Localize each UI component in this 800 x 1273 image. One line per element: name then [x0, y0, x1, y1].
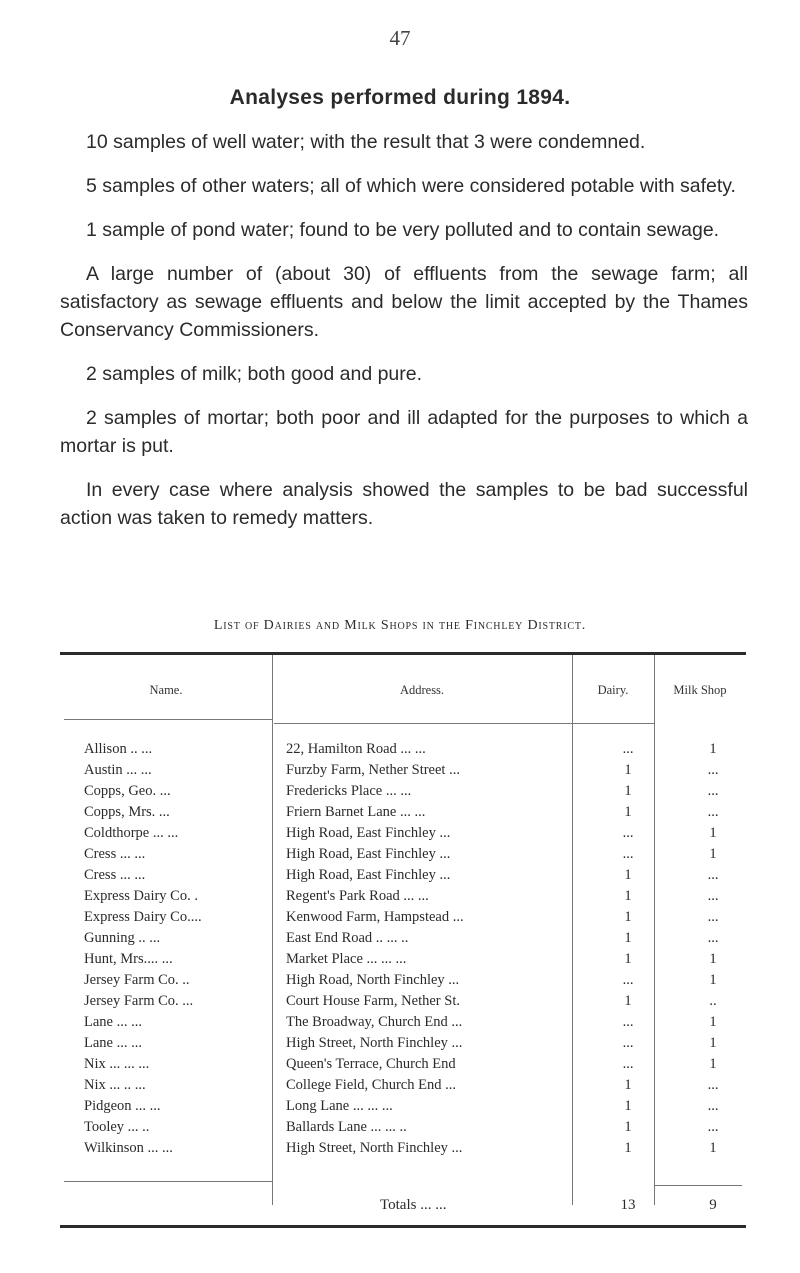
cell-name: Cress ... ... — [84, 846, 146, 862]
cell-milk-shop: ... — [707, 867, 719, 883]
dairies-table — [60, 652, 746, 1228]
cell-name: Lane ... ... — [84, 1035, 142, 1051]
cell-dairy: ... — [622, 825, 634, 841]
cell-name: Jersey Farm Co. .. — [84, 972, 190, 988]
cell-name: Gunning .. ... — [84, 930, 161, 946]
header-milk-shop: Milk Shop — [673, 683, 727, 697]
cell-address: Furzby Farm, Nether Street ... — [286, 762, 460, 778]
table-row — [60, 804, 746, 824]
cell-dairy: 1 — [624, 951, 632, 967]
header-dairy: Dairy. — [597, 683, 629, 697]
totals-dairy: 13 — [620, 1197, 636, 1213]
cell-milk-shop: 1 — [709, 972, 717, 988]
table-row — [60, 1056, 746, 1076]
cell-name: Tooley ... .. — [84, 1119, 150, 1135]
cell-address: Fredericks Place ... ... — [286, 783, 412, 799]
table-row — [60, 783, 746, 803]
cell-address: Queen's Terrace, Church End — [286, 1056, 456, 1072]
page-heading: Analyses performed during 1894. — [229, 86, 571, 109]
cell-name: Hunt, Mrs.... ... — [84, 951, 173, 967]
cell-dairy: 1 — [624, 930, 632, 946]
cell-dairy: 1 — [624, 909, 632, 925]
header-rule — [572, 723, 654, 724]
cell-address: Kenwood Farm, Hampstead ... — [286, 909, 464, 925]
cell-name: Express Dairy Co. . — [84, 888, 198, 904]
table-row — [60, 825, 746, 845]
paragraph-other-waters: 5 samples of other waters; all of which were considered potable with safety. — [86, 175, 736, 197]
cell-name: Copps, Mrs. ... — [84, 804, 170, 820]
cell-name: Express Dairy Co.... — [84, 909, 202, 925]
table-row — [60, 1035, 746, 1055]
paragraph-mortar: 2 samples of mortar; both poor and ill adapted for the purposes to which a mortar is put. — [60, 407, 748, 457]
cell-milk-shop: ... — [707, 762, 719, 778]
table-row — [60, 867, 746, 887]
table-row — [60, 1119, 746, 1139]
totals-row — [60, 1197, 746, 1219]
cell-dairy: ... — [622, 846, 634, 862]
cell-dairy: 1 — [624, 1077, 632, 1093]
cell-address: 22, Hamilton Road ... ... — [286, 741, 426, 757]
cell-milk-shop: ... — [707, 930, 719, 946]
cell-milk-shop: 1 — [709, 846, 717, 862]
analyses-text — [60, 128, 748, 548]
cell-name: Allison .. ... — [84, 741, 153, 757]
paragraph-effluents: A large number of (about 30) of effluents from the sewage farm; all satisfactory as sewage effluents and below the limit accepted by the Thames Conservancy Commissioners. — [60, 263, 748, 341]
cell-address: College Field, Church End ... — [286, 1077, 456, 1093]
cell-milk-shop: 1 — [709, 825, 717, 841]
cell-dairy: 1 — [624, 888, 632, 904]
cell-name: Nix ... ... ... — [84, 1056, 150, 1072]
cell-milk-shop: ... — [707, 804, 719, 820]
cell-dairy: 1 — [624, 993, 632, 1009]
cell-name: Copps, Geo. ... — [84, 783, 171, 799]
table-caption: List of Dairies and Milk Shops in the Finchley District. — [213, 618, 587, 633]
cell-dairy: 1 — [624, 1140, 632, 1156]
cell-milk-shop: ... — [707, 783, 719, 799]
page-number: 47 — [389, 26, 411, 50]
header-address: Address. — [399, 683, 445, 697]
cell-address: Market Place ... ... ... — [286, 951, 407, 967]
cell-dairy: 1 — [624, 783, 632, 799]
table-row — [60, 1140, 746, 1160]
table-row — [60, 1098, 746, 1118]
header-rule — [274, 723, 572, 724]
table-row — [60, 888, 746, 908]
cell-dairy: 1 — [624, 1119, 632, 1135]
paragraph-milk: 2 samples of milk; both good and pure. — [86, 363, 423, 385]
cell-address: Friern Barnet Lane ... ... — [286, 804, 426, 820]
header-name: Name. — [149, 683, 183, 697]
table-row — [60, 762, 746, 782]
cell-milk-shop: 1 — [709, 1056, 717, 1072]
cell-milk-shop: .. — [709, 993, 717, 1009]
cell-milk-shop: 1 — [709, 1140, 717, 1156]
table-row — [60, 741, 746, 761]
cell-milk-shop: ... — [707, 1077, 719, 1093]
cell-name: Coldthorpe ... ... — [84, 825, 179, 841]
cell-name: Pidgeon ... ... — [84, 1098, 161, 1114]
paragraph-well-water: 10 samples of well water; with the result that 3 were condemned. — [86, 131, 646, 153]
table-row — [60, 846, 746, 866]
cell-name: Nix ... .. ... — [84, 1077, 146, 1093]
cell-address: High Road, East Finchley ... — [286, 867, 451, 883]
cell-milk-shop: ... — [707, 888, 719, 904]
table-row — [60, 1077, 746, 1097]
table-row — [60, 993, 746, 1013]
cell-address: The Broadway, Church End ... — [286, 1014, 463, 1030]
paragraph-action: In every case where analysis showed the samples to be bad successful action was taken to remedy matters. — [60, 479, 748, 529]
cell-milk-shop: ... — [707, 1098, 719, 1114]
cell-dairy: ... — [622, 1035, 634, 1051]
cell-address: High Road, East Finchley ... — [286, 846, 451, 862]
cell-milk-shop: 1 — [709, 1014, 717, 1030]
cell-dairy: 1 — [624, 867, 632, 883]
header-rule — [64, 719, 272, 720]
cell-milk-shop: 1 — [709, 951, 717, 967]
cell-milk-shop: 1 — [709, 741, 717, 757]
cell-name: Lane ... ... — [84, 1014, 142, 1030]
totals-rule — [64, 1181, 272, 1182]
cell-dairy: ... — [622, 972, 634, 988]
cell-address: High Street, North Finchley ... — [286, 1035, 463, 1051]
cell-dairy: ... — [622, 1014, 634, 1030]
cell-name: Cress ... ... — [84, 867, 146, 883]
cell-milk-shop: 1 — [709, 1035, 717, 1051]
cell-address: High Road, North Finchley ... — [286, 972, 460, 988]
cell-address: Regent's Park Road ... ... — [286, 888, 429, 904]
cell-name: Wilkinson ... ... — [84, 1140, 173, 1156]
cell-address: High Street, North Finchley ... — [286, 1140, 463, 1156]
cell-dairy: 1 — [624, 1098, 632, 1114]
cell-name: Austin ... ... — [84, 762, 152, 778]
totals-label: Totals ... ... — [380, 1197, 447, 1213]
totals-milk-shop: 9 — [709, 1197, 717, 1213]
cell-dairy: 1 — [624, 762, 632, 778]
totals-rule — [654, 1185, 742, 1186]
cell-address: Long Lane ... ... ... — [286, 1098, 393, 1114]
paragraph-pond-water: 1 sample of pond water; found to be very polluted and to contain sewage. — [86, 219, 720, 241]
cell-dairy: 1 — [624, 804, 632, 820]
cell-dairy: ... — [622, 1056, 634, 1072]
cell-milk-shop: ... — [707, 1119, 719, 1135]
table-row — [60, 1014, 746, 1034]
cell-dairy: ... — [622, 741, 634, 757]
cell-address: Court House Farm, Nether St. — [286, 993, 460, 1009]
cell-address: High Road, East Finchley ... — [286, 825, 451, 841]
cell-address: East End Road .. ... .. — [286, 930, 409, 946]
cell-name: Jersey Farm Co. ... — [84, 993, 194, 1009]
cell-address: Ballards Lane ... ... .. — [286, 1119, 407, 1135]
cell-milk-shop: ... — [707, 909, 719, 925]
table-row — [60, 972, 746, 992]
table-row — [60, 909, 746, 929]
table-row — [60, 930, 746, 950]
table-row — [60, 951, 746, 971]
